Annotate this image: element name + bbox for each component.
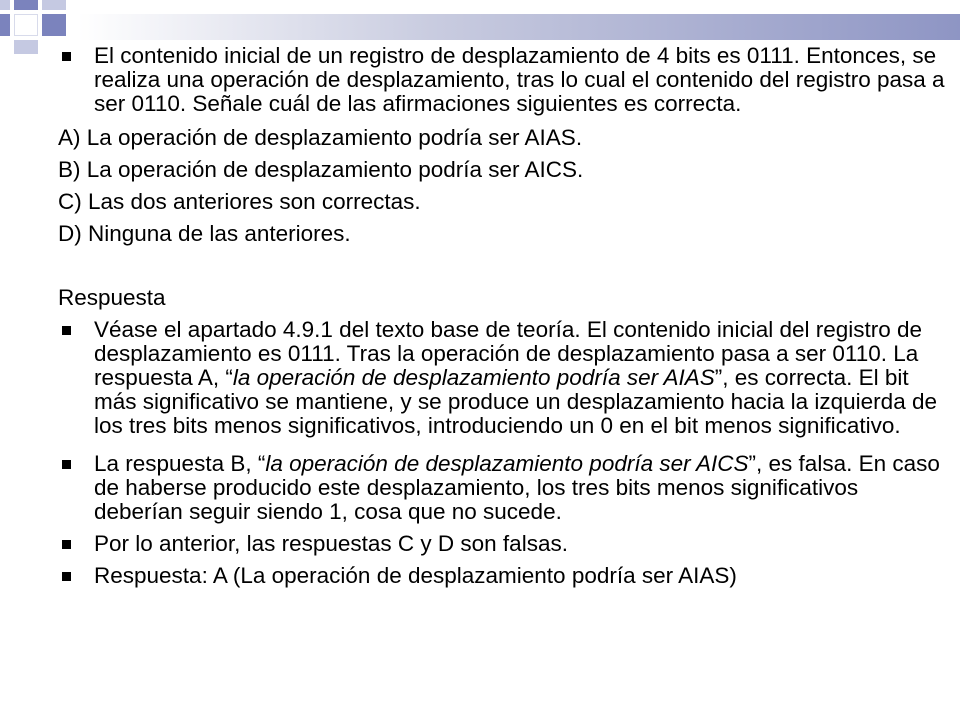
answer-item-3 — [58, 532, 948, 556]
slide-content — [58, 44, 948, 596]
square-bullet-icon — [62, 326, 71, 335]
answer-text-2a: La respuesta B, “ — [94, 451, 266, 476]
deco-square — [14, 40, 38, 54]
option-b: B) La operación de desplazamiento podría ser AICS. — [58, 157, 584, 182]
option-d: D) Ninguna de las anteriores. — [58, 221, 351, 246]
option-c: C) Las dos anteriores son correctas. — [58, 189, 421, 214]
answer-item-2 — [58, 452, 948, 524]
answer-text-2b: ”, es falsa. En caso de haberse producido este desplazamiento, los tres bits menos significativos deberían seguir siendo 1, cosa que no sucede. — [94, 451, 940, 524]
option-a: A) La operación de desplazamiento podría ser AIAS. — [58, 125, 583, 150]
deco-square — [14, 0, 38, 10]
square-bullet-icon — [62, 52, 71, 61]
title-gradient-bar — [78, 14, 960, 40]
question-item — [58, 44, 948, 116]
answer-quote-1: la operación de desplazamiento podría ser AIAS — [232, 365, 715, 390]
answer-text-4: Respuesta: A (La operación de desplazamiento podría ser AIAS) — [94, 563, 737, 588]
deco-square — [0, 14, 10, 36]
deco-square — [42, 0, 66, 10]
answer-text-3: Por lo anterior, las respuestas C y D son falsas. — [94, 531, 568, 556]
square-bullet-icon — [62, 572, 71, 581]
deco-square — [14, 14, 38, 36]
deco-square — [0, 0, 10, 10]
question-text: El contenido inicial de un registro de desplazamiento de 4 bits es 0111. Entonces, se realiza una operación de desplazamiento, tras lo cual el contenido del registro pasa a ser 0110. Señale cuál de las afirmaciones siguientes es correcta. — [94, 43, 945, 116]
square-bullet-icon — [62, 540, 71, 549]
answer-quote-2: la operación de desplazamiento podría ser AICS — [265, 451, 749, 476]
answer-text-1a: Véase el apartado 4.9.1 del texto base de teoría. El contenido inicial del registro de desplazamiento es 0111. Tras la operación de desplazamiento pasa a ser 0110. La respuesta A, “ — [94, 317, 923, 390]
deco-square — [42, 14, 66, 36]
square-bullet-icon — [62, 460, 71, 469]
answer-item-1 — [58, 318, 948, 438]
answer-text-1b: ”, es correcta. El bit más significativo se mantiene, y se produce un desplazamiento hacia la izquierda de los tres bits menos significativos, introduciendo un 0 en el bit menos significativo. — [94, 365, 937, 438]
answer-title: Respuesta — [58, 285, 166, 310]
answer-item-4 — [58, 564, 948, 588]
